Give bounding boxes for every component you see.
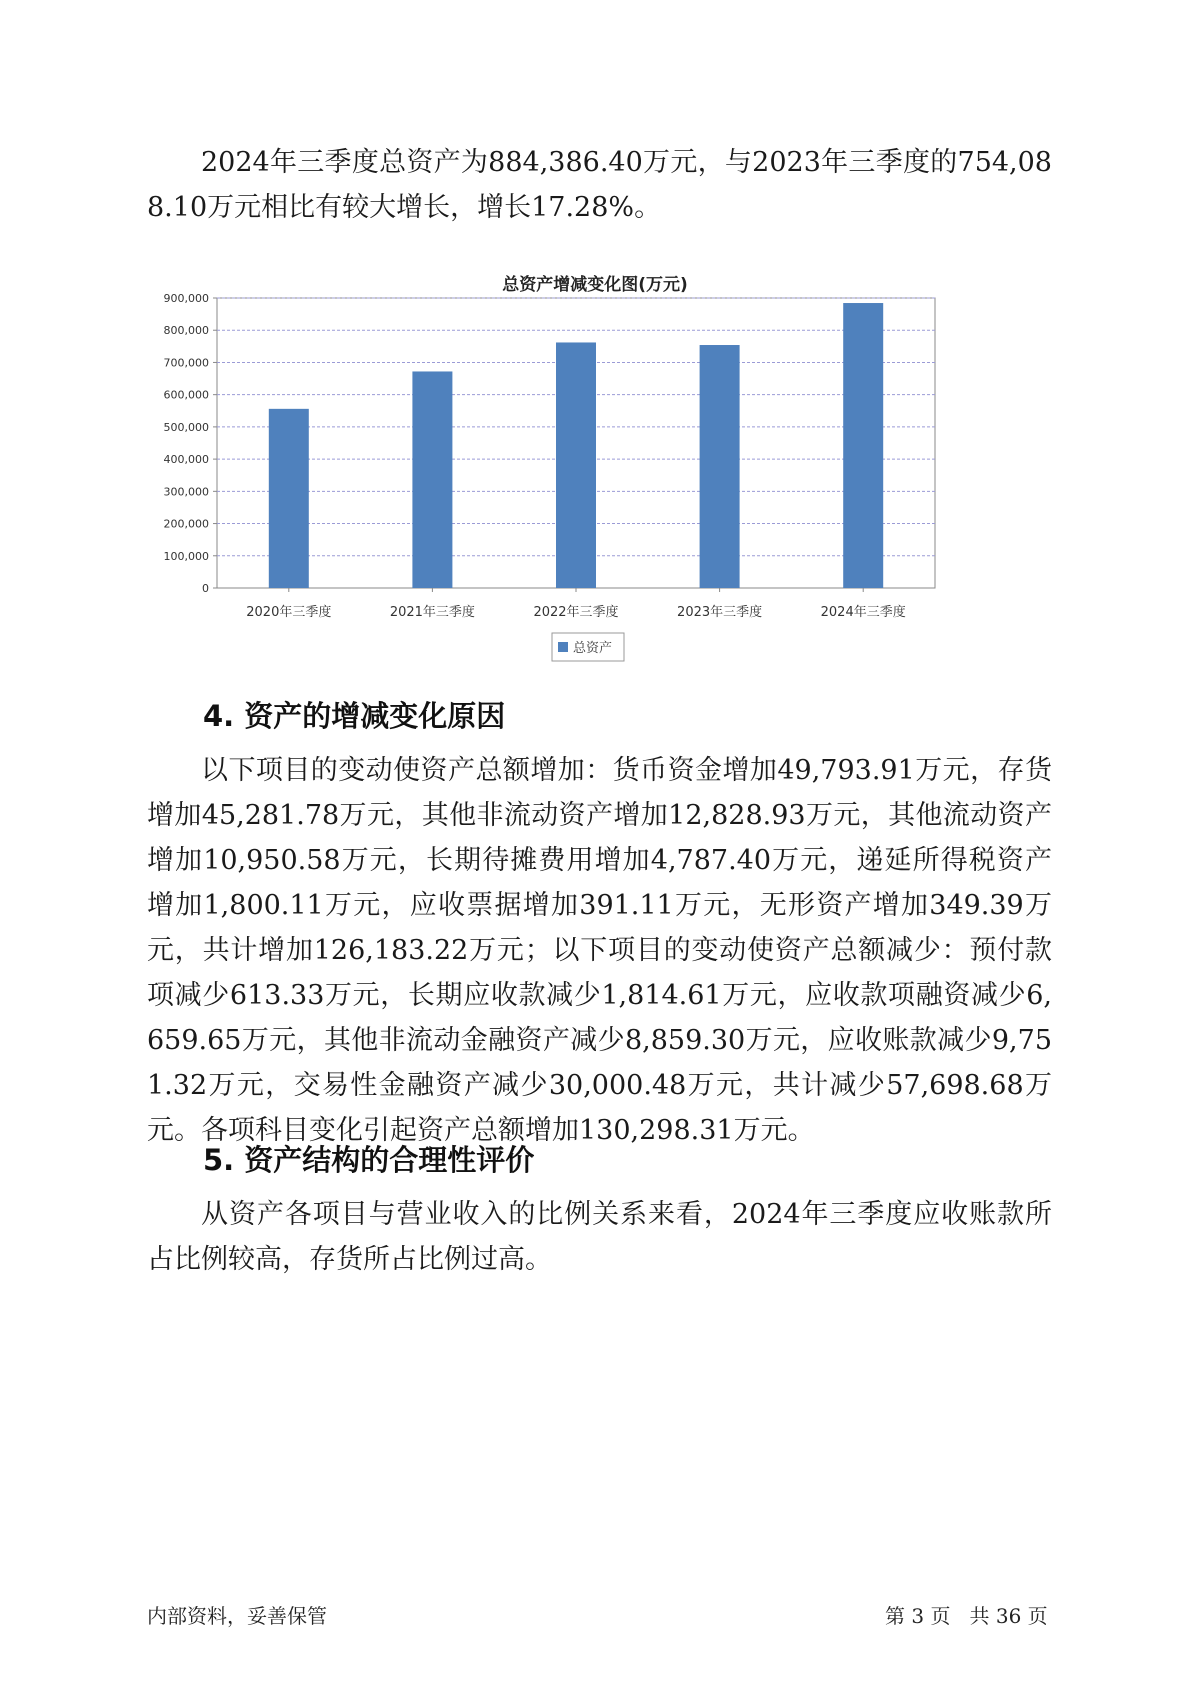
- y-tick-label: 800,000: [163, 324, 209, 338]
- intro-paragraph: 2024年三季度总资产为884,386.40万元，与2023年三季度的754,088.10万元相比有较大增长，增长17.28%。: [147, 147, 1052, 223]
- section4-heading: 4. 资产的增减变化原因: [203, 699, 506, 733]
- chart-title: 总资产增减变化图(万元): [502, 275, 688, 295]
- y-tick-label: 100,000: [163, 549, 209, 563]
- y-tick-label: 300,000: [163, 485, 209, 499]
- section5-heading: 5. 资产结构的合理性评价: [203, 1143, 535, 1177]
- y-tick-label: 400,000: [163, 453, 209, 467]
- bar: [843, 303, 883, 588]
- footer-page-number: 第 3 页 共 36 页: [885, 1604, 1048, 1628]
- bar: [412, 371, 452, 588]
- chart-svg: [163, 270, 1020, 715]
- section4-paragraph: 以下项目的变动使资产总额增加：货币资金增加49,793.91万元，存货增加45,281.78万元，其他非流动资产增加12,828.93万元，其他流动资产增加10,950.58万元，长期待摊费用增加4,787.40万元，递延所得税资产增加1,800.11万元，应收票据增加391.11万元，无形资产增加349.39万元，共计增加126,183.22万元；以下项目的变动使资产总额减少：预付款项减少613.33万元，长期应收款减少1,814.61万元，应收款项融资减少6,659.65万元，其他非流动金融资产减少8,859.30万元，应收账款减少9,751.32万元，交易性金融资产减少30,000.48万元，共计减少57,698.68万元。各项科目变化引起资产总额增加130,298.31万元。: [147, 755, 1052, 1146]
- y-tick-label: 900,000: [163, 292, 209, 305]
- x-tick-label: 2023年三季度: [677, 605, 763, 620]
- total-assets-chart: [163, 270, 1020, 715]
- bar: [556, 342, 596, 588]
- bar: [269, 409, 309, 588]
- x-tick-label: 2022年三季度: [533, 605, 619, 620]
- y-tick-label: 500,000: [163, 420, 209, 434]
- legend-label: 总资产: [573, 641, 613, 656]
- bar: [700, 345, 740, 588]
- section5-paragraph: 从资产各项目与营业收入的比例关系来看，2024年三季度应收账款所占比例较高，存货所占比例过高。: [147, 1199, 1052, 1275]
- x-tick-label: 2020年三季度: [246, 605, 332, 620]
- y-tick-label: 0: [202, 582, 209, 595]
- y-tick-label: 200,000: [163, 517, 209, 531]
- footer-confidential-note: 内部资料，妥善保管: [147, 1604, 327, 1628]
- y-tick-label: 700,000: [163, 356, 209, 370]
- legend-swatch: [558, 642, 568, 652]
- x-tick-label: 2024年三季度: [820, 605, 906, 620]
- y-tick-label: 600,000: [163, 388, 209, 402]
- x-tick-label: 2021年三季度: [389, 605, 475, 620]
